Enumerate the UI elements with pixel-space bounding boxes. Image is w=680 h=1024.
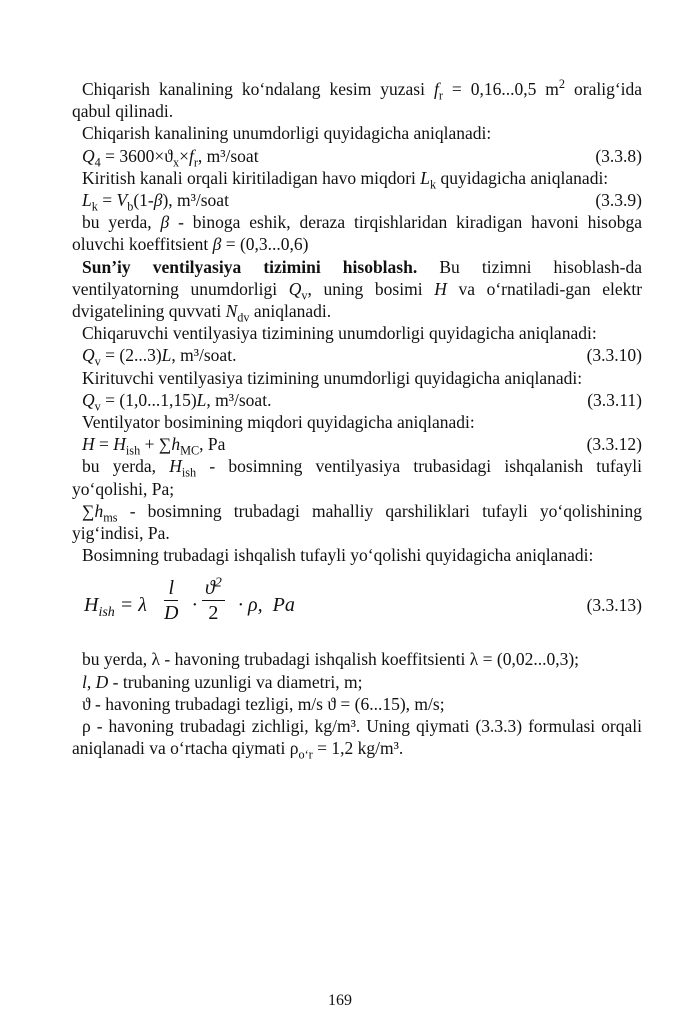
equation-number: (3.3.12) bbox=[586, 434, 642, 455]
text: = 0,16...0,5 m bbox=[451, 79, 559, 99]
paragraph-length-diameter: l, D - trubaning uzunligi va diametri, m; bbox=[82, 671, 363, 692]
fraction-l-over-d: $\frac{l}{D}$ bbox=[164, 577, 179, 625]
text: - havoning trubadagi tezligi, m/s bbox=[95, 693, 323, 714]
formula-3-3-12: $H = H_{ish} + \sum h_{MC}$, Pa (3.3.12) bbox=[82, 434, 642, 458]
paragraph-h-ish: bu yerda, $H_{ish}$ - bosimning ventilyasiya trubasidagi ishqalanish tufayli yo‘qolishi, Pa; bbox=[72, 456, 642, 499]
formula-text: , Pa bbox=[199, 434, 226, 455]
formula-3-3-10: $Q_v = (2...3)L$, m³/soat. (3.3.10) bbox=[82, 345, 642, 369]
text: Chiqarish kanalining ko‘ndalang kesim yuzasi bbox=[82, 79, 425, 99]
text: = (0,02...0,3); bbox=[482, 649, 580, 670]
equation-number: (3.3.8) bbox=[595, 145, 642, 166]
formula-text: = 3600× bbox=[105, 145, 165, 166]
paragraph-velocity: ϑ - havoning trubadagi tezligi, m/s ϑ = (6...15), m/s; bbox=[82, 693, 445, 714]
document-page bbox=[72, 77, 643, 762]
text: = (6...15), m/s; bbox=[340, 693, 445, 714]
formula-text: = (1,0...1,15) bbox=[105, 389, 197, 410]
text: - havoning trubadagi zichligi, kg/m³. Uning qiymati (3.3.3) formulasi orqali aniqlanadi va o‘rtacha qiymati bbox=[72, 716, 642, 759]
fraction-v2-over-2: $\frac{ϑ^2}{2}$ bbox=[202, 576, 225, 625]
text: - binoga eshik, deraza tirqishlaridan kiradigan havoni hisobga oluvchi koeffitsient bbox=[72, 212, 643, 255]
equation-number: (3.3.13) bbox=[586, 595, 642, 616]
paragraph-artificial-ventilation: Sun’iy ventilyasiya tizimini hisoblash. Bu tizimni hisoblash-da ventilyatorning unumdorligi $Q_v$, uning bosimi H va o‘rnatiladi-gan elektr dvigatelining quvvati $N_{dv}$ aniqlanadi. bbox=[72, 256, 643, 325]
paragraph-supply-system: Kirituvchi ventilyasiya tizimining unumdorligi quyidagicha aniqlanadi: bbox=[82, 367, 583, 388]
text: = 1,2 kg/m³. bbox=[317, 738, 404, 759]
paragraph-fan-pressure: Ventilyator bosimining miqdori quyidagicha aniqlanadi: bbox=[82, 412, 475, 433]
formula-3-3-11: $Q_v = (1,0...1,15)L$, m³/soat. (3.3.11) bbox=[82, 389, 642, 414]
page-number: 169 bbox=[328, 992, 352, 1009]
paragraph-exhaust-area: Chiqarish kanalining ko‘ndalang kesim yuzasi $f_r = 0,16...0,5$ $m^2$ oralig‘ida qabul qilinadi. bbox=[72, 77, 643, 122]
text: - bosimning trubadagi mahalliy qarshiliklari tufayli yo‘qolishining yig‘indisi, Pa. bbox=[72, 500, 642, 544]
paragraph-exhaust-capacity: Chiqarish kanalining unumdorligi quyidagicha aniqlanadi: bbox=[82, 123, 492, 144]
formula-text: , m³/soat. bbox=[206, 389, 272, 410]
text: bu yerda, bbox=[82, 212, 152, 233]
text: Kiritish kanali orqali kiritiladigan havo miqdori bbox=[82, 167, 416, 188]
text: - bosimning ventilyasiya trubasidagi ishqalanish tufayli yo‘qolishi, Pa; bbox=[72, 456, 642, 499]
formula-text: ), m³/soat bbox=[162, 190, 229, 211]
equation-number: (3.3.11) bbox=[587, 389, 642, 410]
formula-text: (1- bbox=[133, 190, 154, 211]
text: oralig‘ida qabul qilinadi. bbox=[72, 79, 643, 122]
text: quyidagicha aniqlanadi: bbox=[440, 167, 609, 188]
paragraph-exhaust-system: Chiqaruvchi ventilyasiya tizimining unumdorligi quyidagicha aniqlanadi: bbox=[82, 323, 597, 344]
text: - trubaning uzunligi va diametri, m; bbox=[112, 671, 363, 692]
equation-number: (3.3.9) bbox=[595, 190, 642, 211]
formula-text: m³/soat bbox=[206, 145, 259, 166]
formula-lhs: $H_{ish} = \lambda$ bbox=[84, 594, 147, 621]
equation-number: (3.3.10) bbox=[586, 345, 642, 366]
formula-3-3-8: $Q_4 = 3600\times ϑ_x\times f_r$, m³/soat (3.3.8) bbox=[82, 145, 642, 170]
formula-3-3-9: $L_k = V_b(1-\beta)$, m³/soat (3.3.9) bbox=[82, 190, 642, 214]
text: Bu tizimni hisoblash-da ventilyatorning unumdorligi bbox=[72, 256, 642, 299]
formula-text: = (2...3) bbox=[105, 345, 162, 366]
text: va o‘rnatiladi-gan elektr dvigatelining quvvati bbox=[72, 278, 643, 322]
text: = (0,3...0,6) bbox=[225, 234, 309, 255]
paragraph-lambda: bu yerda, λ - havoning trubadagi ishqalish koeffitsienti λ = (0,02...0,3); bbox=[82, 649, 580, 670]
formula-3-3-13: $H_{ish} = \lambda$ $\frac{l}{D}$ · $\frac{ϑ^2}{2}$ · ρ, Pa (3.3.13) bbox=[84, 575, 642, 625]
text: , uning bosimi bbox=[307, 278, 423, 299]
paragraph-sum-h: $\sum h_{ms}$ - bosimning trubadagi mahalliy qarshiliklari tufayli yo‘qolishining yig‘indisi, Pa. bbox=[72, 500, 642, 544]
paragraph-density: ρ - havoning trubadagi zichligi, kg/m³. Uning qiymati (3.3.3) formulasi orqali aniqlanadi va o‘rtacha qiymati $\rho_{o‘r} = 1,2$ kg/m³. bbox=[72, 716, 642, 762]
text: aniqlanadi. bbox=[253, 301, 332, 322]
paragraph-intake-air: Kiritish kanali orqali kiritiladigan havo miqdori $L_k$ quyidagicha aniqlanadi: bbox=[82, 167, 609, 192]
paragraph-friction-loss: Bosimning trubadagi ishqalish tufayli yo‘qolishi quyidagicha aniqlanadi: bbox=[82, 545, 594, 566]
paragraph-beta: bu yerda, β - binoga eshik, deraza tirqishlaridan kiradigan havoni hisobga oluvchi koeffitsient β = (0,3...0,6) bbox=[72, 212, 643, 255]
text: - havoning trubadagi ishqalish koeffitsienti bbox=[164, 649, 466, 670]
section-heading: Sun’iy ventilyasiya tizimini hisoblash. bbox=[82, 256, 418, 277]
formula-text: , m³/soat. bbox=[171, 345, 237, 366]
